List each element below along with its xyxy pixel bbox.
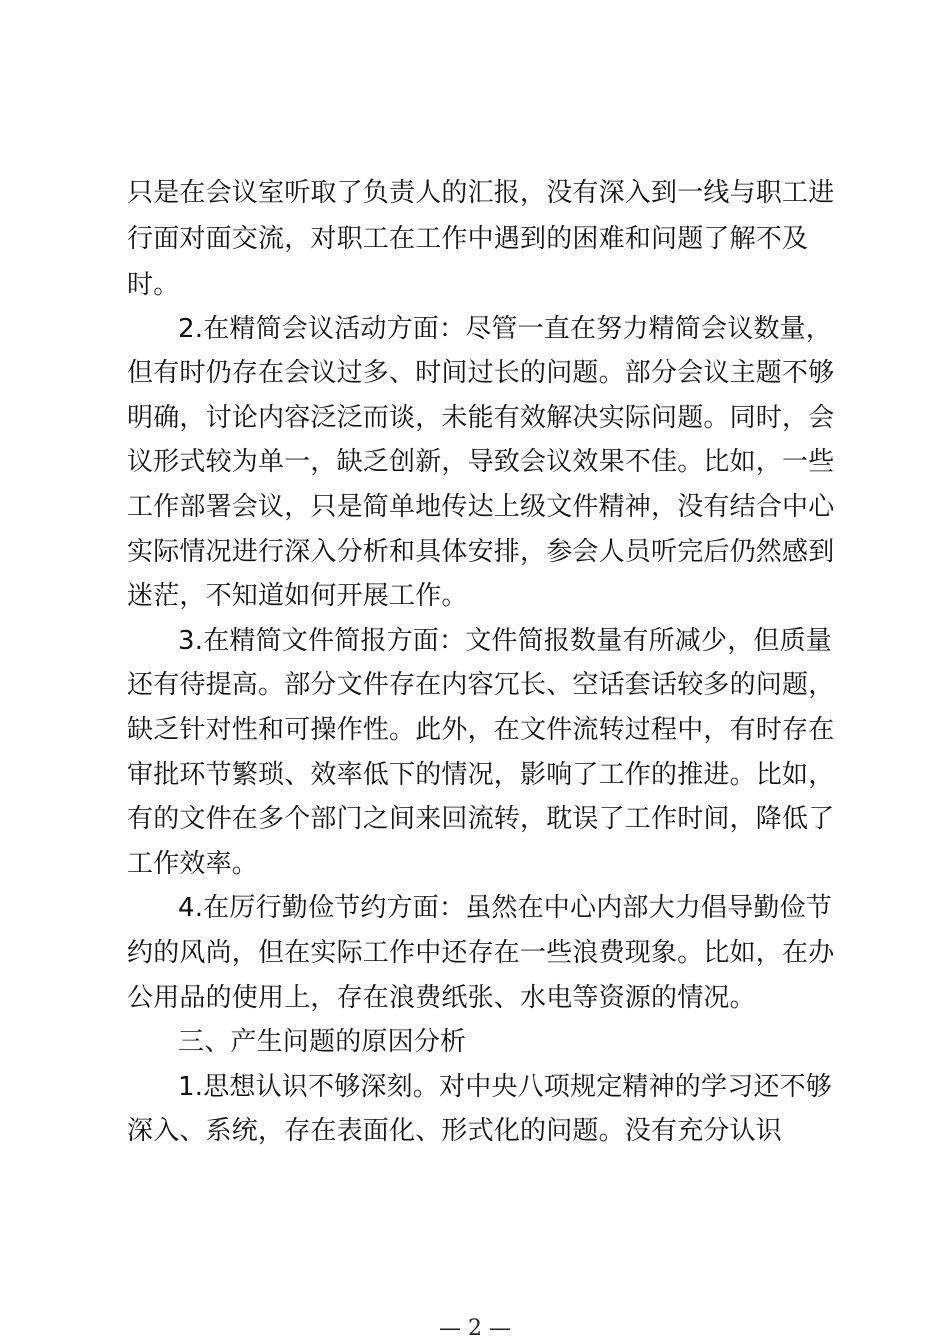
body-text-line: 实际情况进行深入分析和具体安排，参会人员听完后仍然感到 xyxy=(127,537,835,567)
body-text-line: 时。 xyxy=(127,270,180,300)
body-text-line: 行面对面交流，对职工在工作中遇到的困难和问题了解不及 xyxy=(127,224,809,254)
body-text-line: 但有时仍存在会议过多、时间过长的问题。部分会议主题不够 xyxy=(127,358,835,388)
body-text-line: 迷茫，不知道如何开展工作。 xyxy=(127,581,468,611)
body-text-line: 有的文件在多个部门之间来回流转，耽误了工作时间，降低了 xyxy=(127,804,835,834)
body-text-line: 只是在会议室听取了负责人的汇报，没有深入到一线与职工进 xyxy=(127,178,835,208)
body-text-line: 议形式较为单一，缺乏创新，导致会议效果不佳。比如，一些 xyxy=(127,447,835,477)
paragraph-cause-1-start: 1.思想认识不够深刻。对中央八项规定精神的学习还不够 xyxy=(178,1072,833,1102)
page-number: — 2 — xyxy=(439,1316,511,1341)
body-text-line: 还有待提高。部分文件存在内容冗长、空话套话较多的问题， xyxy=(127,670,835,700)
body-text-line: 公用品的使用上，存在浪费纸张、水电等资源的情况。 xyxy=(127,983,756,1013)
body-text-line: 工作部署会议，只是简单地传达上级文件精神，没有结合中心 xyxy=(127,492,835,522)
body-text-line: 审批环节繁琐、效率低下的情况，影响了工作的推进。比如， xyxy=(127,760,835,790)
body-text-line: 约的风尚，但在实际工作中还存在一些浪费现象。比如，在办 xyxy=(127,938,835,968)
section-heading: 三、产生问题的原因分析 xyxy=(178,1027,467,1057)
body-text-line: 缺乏针对性和可操作性。此外，在文件流转过程中，有时存在 xyxy=(127,715,835,745)
body-text-line: 明确，讨论内容泛泛而谈，未能有效解决实际问题。同时，会 xyxy=(127,403,835,433)
body-text-line: 深入、系统，存在表面化、形式化的问题。没有充分认识 xyxy=(127,1116,783,1146)
paragraph-3-start: 3.在精简文件简报方面：文件简报数量有所减少，但质量 xyxy=(178,626,833,656)
paragraph-4-start: 4.在厉行勤俭节约方面：虽然在中心内部大力倡导勤俭节 xyxy=(178,893,833,923)
paragraph-2-start: 2.在精简会议活动方面：尽管一直在努力精简会议数量， xyxy=(178,314,833,344)
body-text-line: 工作效率。 xyxy=(127,849,259,879)
